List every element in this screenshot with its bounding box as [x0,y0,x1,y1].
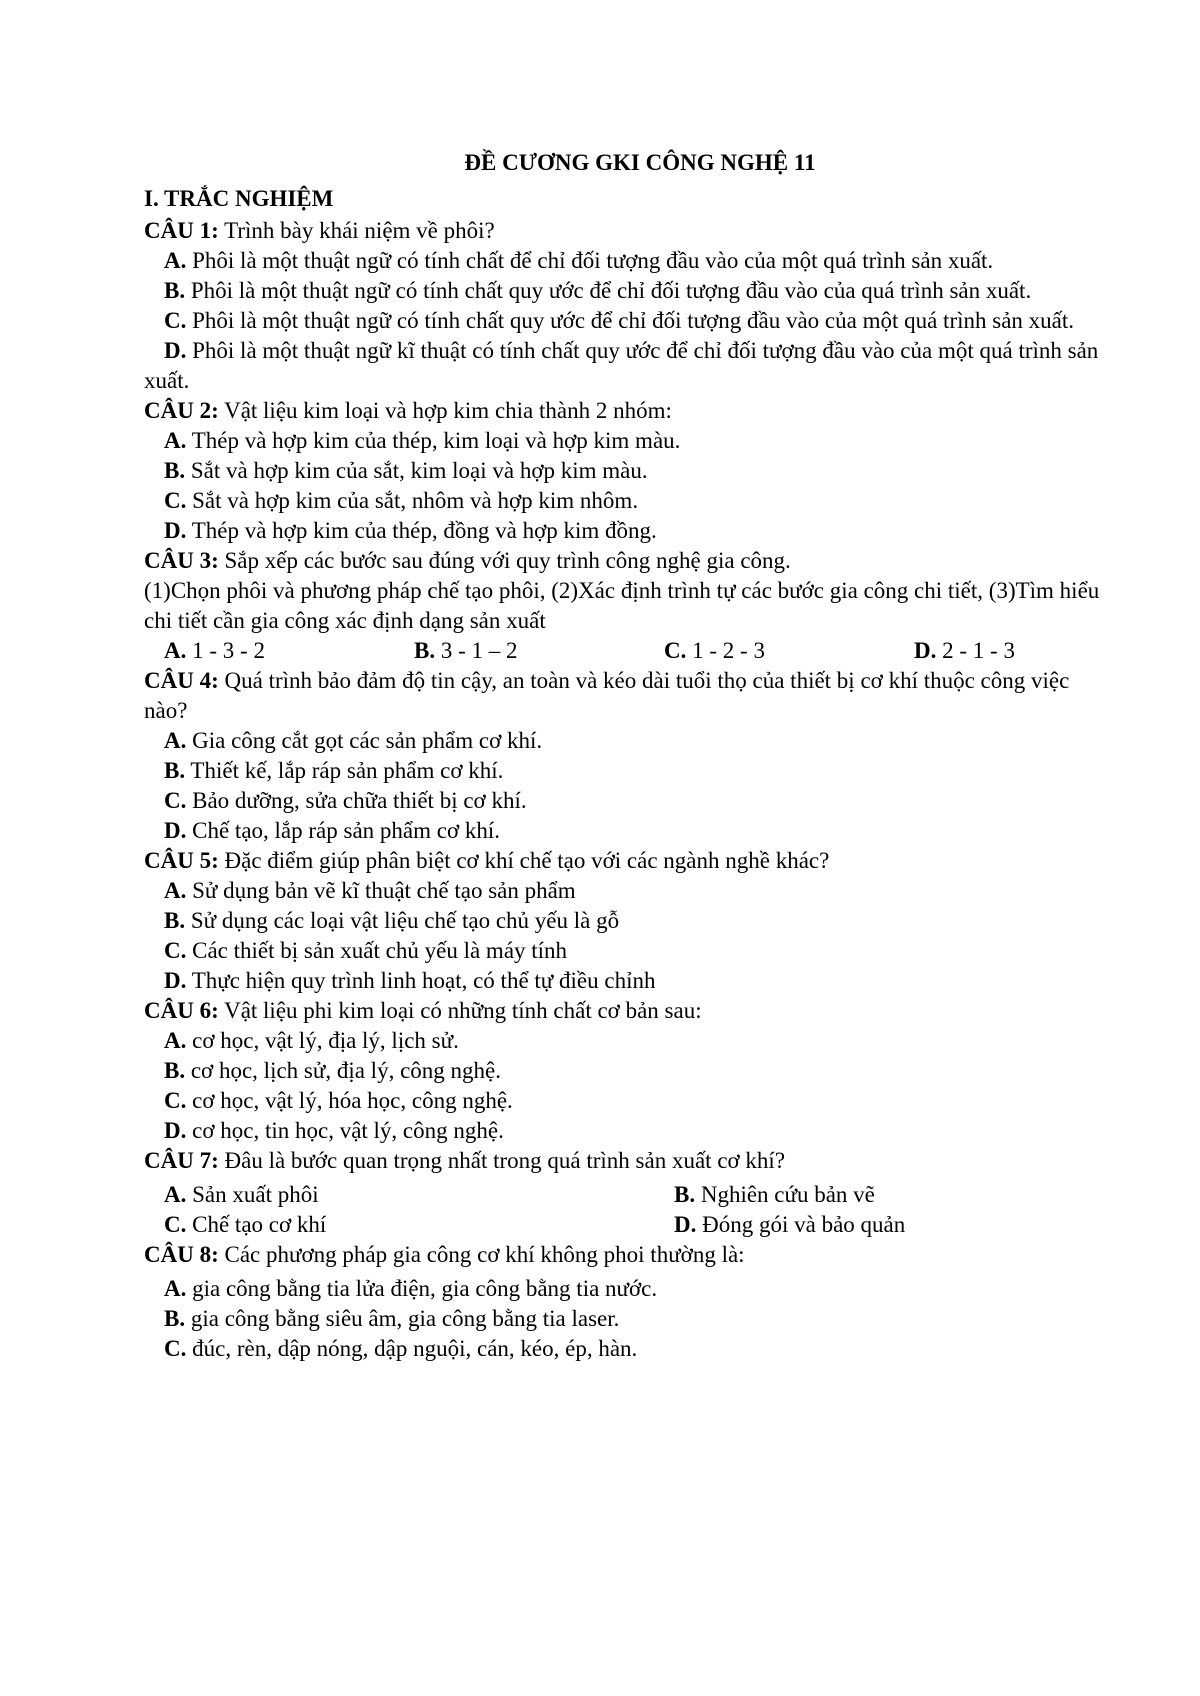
option-label: B. [414,638,436,663]
option-b [144,906,1104,936]
option-text: Thiết kế, lắp ráp sản phẩm cơ khí. [185,758,504,783]
option-label: D. [164,818,187,843]
option-text: 1 - 3 - 2 [186,638,265,663]
option-d [674,1210,905,1240]
question-stem [144,846,1104,876]
option-a [144,726,1104,756]
option-label: B. [164,1058,186,1083]
question-label: CÂU 7: [144,1148,219,1173]
question-7 [144,1146,1104,1240]
option-label: D. [164,338,187,363]
question-text: Quá trình bảo đảm độ tin cậy, an toàn và kéo dài tuổi thọ của thiết bị cơ khí thuộc công việc nào? [144,668,1070,723]
document-title: ĐỀ CƯƠNG GKI CÔNG NGHỆ 11 [464,150,816,175]
option-label: D. [674,1212,697,1237]
question-stem [144,216,1104,246]
option-label: A. [164,728,187,753]
question-text: Đâu là bước quan trọng nhất trong quá trình sản xuất cơ khí? [218,1148,786,1173]
option-text: Sắt và hợp kim của sắt, nhôm và hợp kim nhôm. [186,488,639,513]
option-label: A. [164,248,187,273]
options-row [144,1180,1104,1210]
option-text: cơ học, lịch sử, địa lý, công nghệ. [185,1058,501,1083]
option-b [144,456,1104,486]
question-text: Vật liệu kim loại và hợp kim chia thành 2 nhóm: [218,398,672,423]
option-b [144,1304,1104,1334]
option-text: Nghiên cứu bản vẽ [695,1182,875,1207]
option-text: gia công bằng tia lửa điện, gia công bằng tia nước. [186,1276,658,1301]
question-text: Đặc điểm giúp phân biệt cơ khí chế tạo với các ngành nghề khác? [218,848,830,873]
option-b [144,1056,1104,1086]
option-label: B. [164,1306,186,1331]
option-c [144,306,1104,336]
option-label: B. [164,458,186,483]
option-d [144,516,1104,546]
option-label: A. [164,1028,187,1053]
option-a [144,1026,1104,1056]
option-label: C. [164,308,187,333]
option-text: Thép và hợp kim của thép, đồng và hợp kim đồng. [186,518,657,543]
question-steps: (1)Chọn phôi và phương pháp chế tạo phôi, (2)Xác định trình tự các bước gia công chi tiết, (3)Tìm hiểu chi tiết cần gia công xác định dạng sản xuất [144,578,1100,633]
option-label: A. [164,638,187,663]
question-1 [144,216,1104,396]
option-text: Chế tạo cơ khí [186,1212,327,1237]
option-text: Phôi là một thuật ngữ kĩ thuật có tính chất quy ước để chỉ đối tượng đầu vào của một quá trình sản xuất. [144,338,1099,393]
option-text: Thực hiện quy trình linh hoạt, có thể tự điều chỉnh [186,968,656,993]
question-stem [144,546,1104,576]
option-label: C. [164,788,187,813]
question-2 [144,396,1104,546]
question-label: CÂU 1: [144,218,219,243]
option-text: Sử dụng các loại vật liệu chế tạo chủ yếu là gỗ [185,908,620,933]
option-text: cơ học, vật lý, hóa học, công nghệ. [186,1088,513,1113]
option-label: B. [164,758,186,783]
option-label: B. [674,1182,696,1207]
question-3 [144,546,1104,666]
question-label: CÂU 8: [144,1242,219,1267]
option-text: Thép và hợp kim của thép, kim loại và hợp kim màu. [186,428,681,453]
option-a [164,636,414,666]
options-row [144,636,1104,666]
question-label: CÂU 4: [144,668,219,693]
option-label: D. [914,638,937,663]
option-label: C. [164,1336,187,1361]
question-8 [144,1240,1104,1364]
option-c [164,1210,674,1240]
option-text: cơ học, vật lý, địa lý, lịch sử. [186,1028,459,1053]
question-stem [144,1240,1104,1270]
section-heading: I. TRẮC NGHIỆM [144,186,334,211]
option-text: gia công bằng siêu âm, gia công bằng tia laser. [185,1306,620,1331]
option-label: C. [164,488,187,513]
option-label: A. [164,428,187,453]
option-label: C. [664,638,687,663]
question-label: CÂU 6: [144,998,219,1023]
option-text: Bảo dưỡng, sửa chữa thiết bị cơ khí. [186,788,527,813]
option-a [144,246,1104,276]
option-c [144,1086,1104,1116]
question-text: Trình bày khái niệm về phôi? [218,218,495,243]
option-text: Phôi là một thuật ngữ có tính chất quy ước để chỉ đối tượng đầu vào của một quá trình sản xuất. [186,308,1075,333]
option-label: D. [164,518,187,543]
option-c [144,786,1104,816]
option-label: D. [164,1118,187,1143]
option-d [144,336,1104,396]
option-b [414,636,664,666]
options-row [144,1210,1104,1240]
option-text: Phôi là một thuật ngữ có tính chất quy ước để chỉ đối tượng đầu vào của quá trình sản xuất. [185,278,1032,303]
question-4 [144,666,1104,846]
question-label: CÂU 2: [144,398,219,423]
option-label: A. [164,1276,187,1301]
option-text: 2 - 1 - 3 [936,638,1015,663]
question-text: Vật liệu phi kim loại có những tính chất cơ bản sau: [218,998,702,1023]
option-label: C. [164,938,187,963]
question-5 [144,846,1104,996]
option-b [144,756,1104,786]
option-text: Phôi là một thuật ngữ có tính chất để chỉ đối tượng đầu vào của một quá trình sản xuất. [186,248,994,273]
option-b [674,1180,875,1210]
option-d [144,1116,1104,1146]
option-c [144,486,1104,516]
option-label: A. [164,1182,187,1207]
option-text: 1 - 2 - 3 [686,638,765,663]
option-text: Sử dụng bản vẽ kĩ thuật chế tạo sản phẩm [186,878,576,903]
option-text: 3 - 1 – 2 [435,638,518,663]
option-text: Sản xuất phôi [186,1182,319,1207]
option-label: B. [164,278,186,303]
question-6 [144,996,1104,1146]
question-stem [144,1146,1104,1176]
option-d [144,816,1104,846]
option-label: B. [164,908,186,933]
question-text: Các phương pháp gia công cơ khí không phoi thường là: [218,1242,745,1267]
question-stem [144,666,1104,726]
question-label: CÂU 5: [144,848,219,873]
option-text: cơ học, tin học, vật lý, công nghệ. [186,1118,504,1143]
option-label: C. [164,1212,187,1237]
option-text: Sắt và hợp kim của sắt, kim loại và hợp kim màu. [185,458,648,483]
option-c [664,636,914,666]
question-text: Sắp xếp các bước sau đúng với quy trình công nghệ gia công. [218,548,791,573]
option-text: Chế tạo, lắp ráp sản phẩm cơ khí. [186,818,501,843]
option-a [144,426,1104,456]
question-label: CÂU 3: [144,548,219,573]
option-b [144,276,1104,306]
option-label: C. [164,1088,187,1113]
option-d [144,966,1104,996]
option-text: Đóng gói và bảo quản [696,1212,906,1237]
option-c [144,936,1104,966]
question-stem [144,996,1104,1026]
option-a [144,1274,1104,1304]
option-c [144,1334,1104,1364]
option-text: Các thiết bị sản xuất chủ yếu là máy tính [186,938,568,963]
option-label: D. [164,968,187,993]
option-label: A. [164,878,187,903]
option-text: đúc, rèn, dập nóng, dập nguội, cán, kéo, ép, hàn. [186,1336,638,1361]
question-stem [144,396,1104,426]
option-d [914,636,1015,666]
option-text: Gia công cắt gọt các sản phẩm cơ khí. [186,728,543,753]
document-page [144,148,1104,1364]
option-a [164,1180,674,1210]
option-a [144,876,1104,906]
